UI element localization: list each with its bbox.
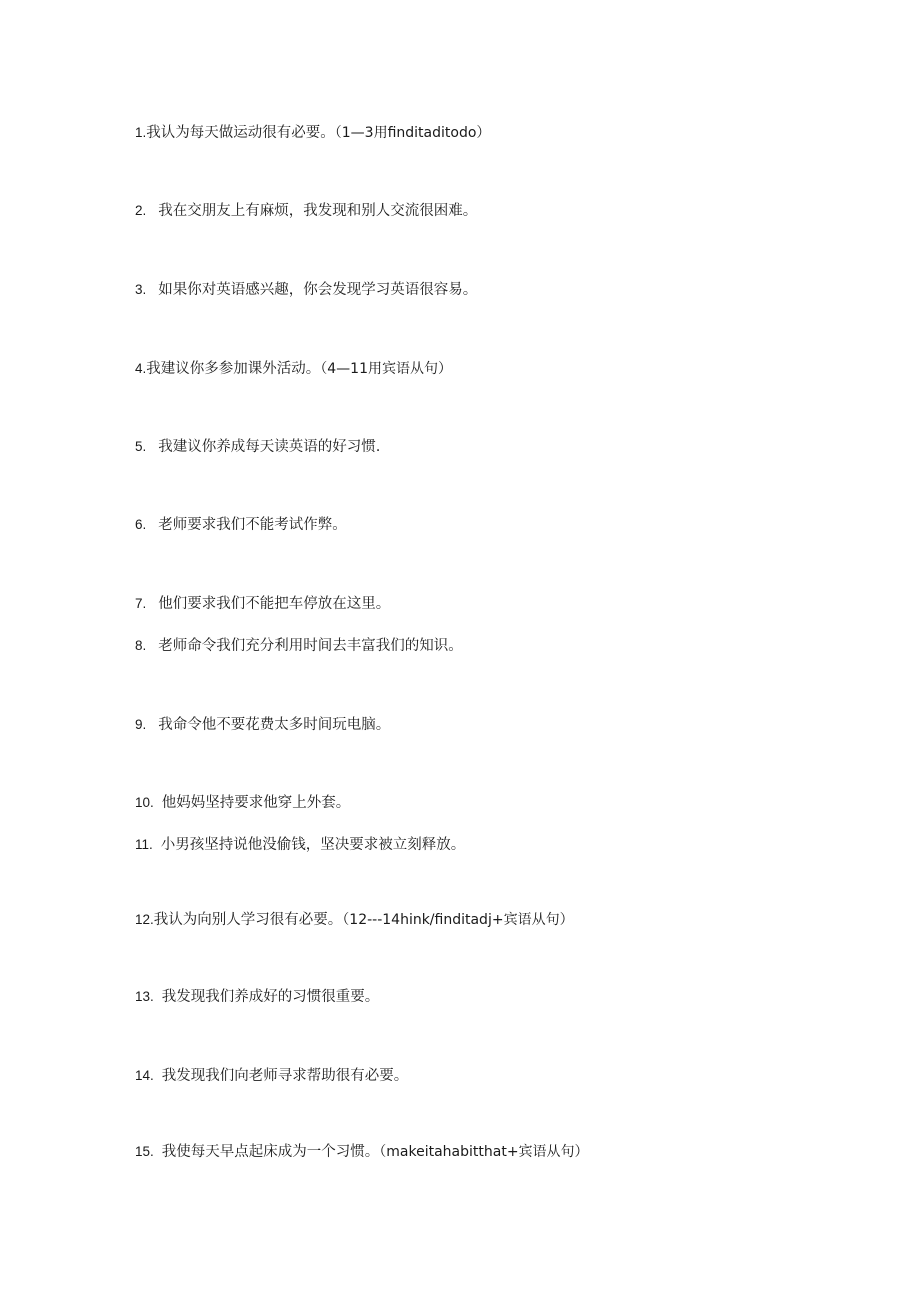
item-number: 13.	[135, 989, 154, 1004]
sentence-15	[135, 1142, 589, 1162]
item-text: 我认为每天做运动很有必要。	[146, 125, 335, 141]
item-number: 7.	[135, 596, 147, 611]
item-text: 我建议你养成每天读英语的好习惯.	[158, 439, 381, 455]
item-number: 11.	[135, 837, 153, 852]
sentence-6	[135, 515, 347, 535]
item-number: 3.	[135, 282, 147, 297]
item-number: 15.	[135, 1144, 154, 1159]
item-note: （12---14hink/finditadj+宾语从句）	[342, 912, 574, 928]
item-number: 4.	[135, 361, 147, 376]
item-text: 老师命令我们充分利用时间去丰富我们的知识。	[158, 638, 463, 654]
item-number: 14.	[135, 1068, 154, 1083]
item-text: 如果你对英语感兴趣，你会发现学习英语很容易。	[158, 282, 478, 298]
item-text: 我发现我们向老师寻求帮助很有必要。	[161, 1068, 409, 1084]
sentence-5	[135, 437, 380, 457]
sentence-7	[135, 594, 390, 614]
item-text: 我建议你多参加课外活动。	[146, 361, 321, 377]
item-text: 小男孩坚持说他没偷钱，坚决要求被立刻释放。	[160, 837, 466, 853]
sentence-8	[135, 636, 463, 656]
sentence-14	[135, 1066, 408, 1086]
item-text: 我认为向别人学习很有必要。	[153, 912, 343, 928]
item-note: （makeitahabitthat+宾语从句）	[379, 1144, 589, 1160]
item-text: 老师要求我们不能考试作弊。	[158, 517, 347, 533]
item-number: 10.	[135, 795, 154, 810]
item-note: （4—11用宾语从句）	[320, 361, 452, 377]
sentence-4	[135, 359, 452, 379]
sentence-11	[135, 835, 465, 855]
sentence-2	[135, 201, 477, 221]
item-text: 我发现我们养成好的习惯很重要。	[161, 989, 380, 1005]
item-number: 8.	[135, 638, 147, 653]
item-text: 我命令他不要花费太多时间玩电脑。	[158, 717, 391, 733]
sentence-3	[135, 280, 477, 300]
item-text: 他们要求我们不能把车停放在这里。	[158, 596, 391, 612]
item-text: 我在交朋友上有麻烦，我发现和别人交流很困难。	[158, 203, 478, 219]
item-number: 2.	[135, 203, 147, 218]
sentence-12	[135, 910, 574, 930]
item-number: 1.	[135, 125, 147, 140]
sentence-10	[135, 793, 350, 813]
item-number: 6.	[135, 517, 147, 532]
sentence-13	[135, 987, 379, 1007]
sentence-1	[135, 123, 490, 143]
sentence-9	[135, 715, 390, 735]
item-text: 我使每天早点起床成为一个习惯。	[161, 1144, 380, 1160]
item-number: 12.	[135, 912, 154, 927]
item-number: 9.	[135, 717, 147, 732]
item-note: （1—3用finditaditodo）	[334, 125, 491, 141]
item-text: 他妈妈坚持要求他穿上外套。	[161, 795, 351, 811]
item-number: 5.	[135, 439, 147, 454]
